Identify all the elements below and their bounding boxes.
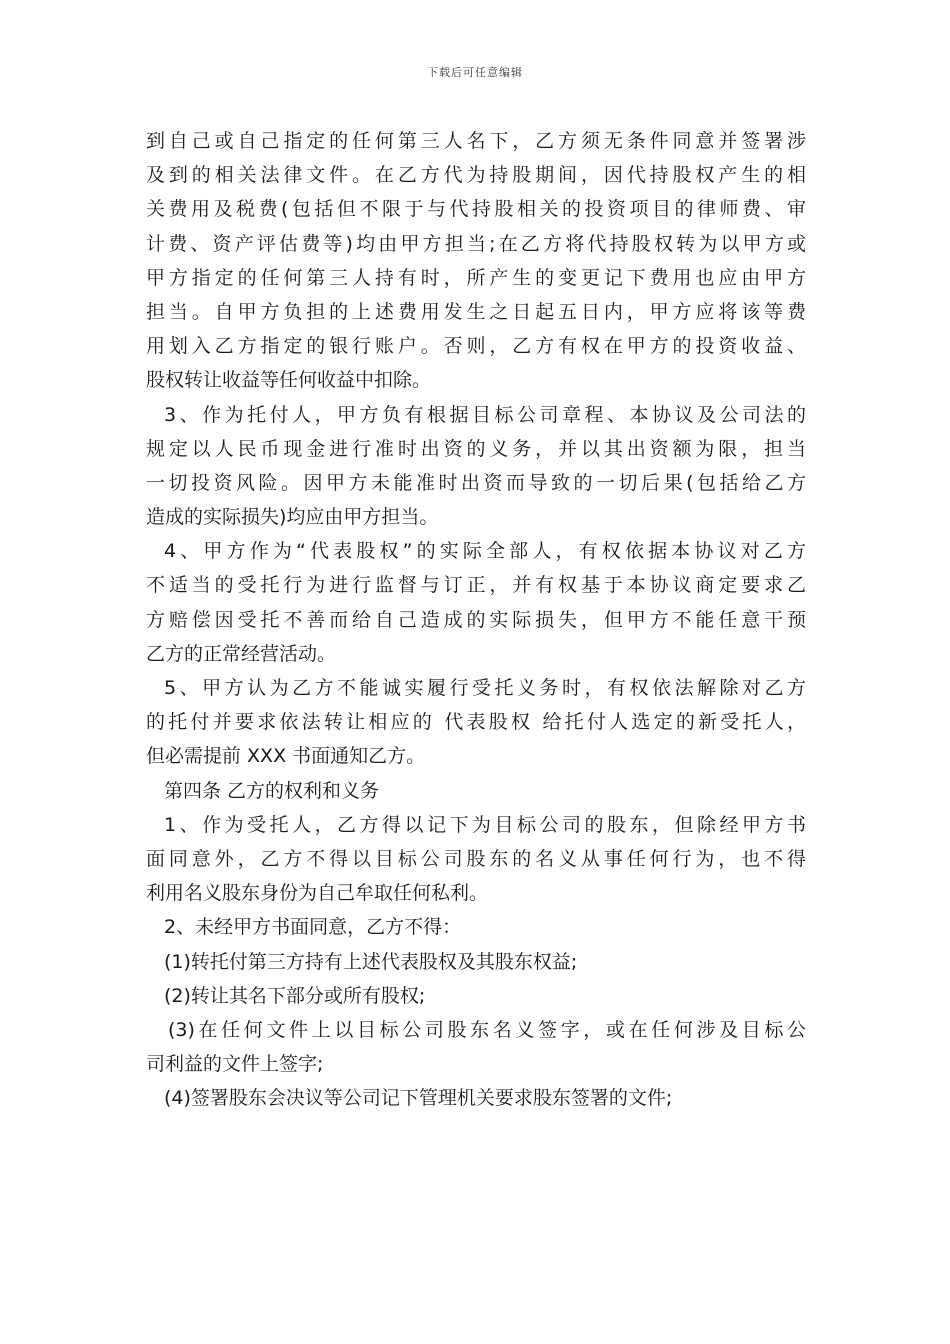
text-line: 第四条 乙方的权利和义务 <box>164 779 380 802</box>
text-line: 4、甲方作为“代表股权”的实际全部人，有权依据本协议对乙方 <box>164 540 806 563</box>
text-line: 2、未经甲方书面同意，乙方不得： <box>164 916 462 939</box>
text-line: 造成的实际损失)均应由甲方担当。 <box>146 506 439 529</box>
paragraph <box>146 1081 806 1115</box>
paragraph <box>146 979 806 1013</box>
text-line: 但必需提前 XXX 书面通知乙方。 <box>146 745 426 768</box>
paragraph <box>146 774 806 808</box>
text-line: 甲方指定的任何第三人持有时，所产生的变更记下费用也应由甲方 <box>146 266 806 289</box>
text-line: 一切投资风险。因甲方未能准时出资而导致的一切后果(包括给乙方 <box>146 471 806 494</box>
paragraph <box>146 1013 806 1081</box>
text-line: 到自己或自己指定的任何第三人名下，乙方须无条件同意并签署涉 <box>146 130 806 152</box>
text-line: 规定以人民币现金进行准时出资的义务，并以其出资额为限，担当 <box>146 437 806 460</box>
text-line: 乙方的正常经营活动。 <box>146 642 337 665</box>
text-line: 司利益的文件上签字; <box>146 1053 324 1076</box>
document-body <box>146 124 806 1115</box>
text-line: 利用名义股东身份为自己牟取任何私利。 <box>146 882 489 905</box>
paragraph <box>146 398 806 535</box>
paragraph <box>146 808 806 911</box>
text-line: (3)在任何文件上以目标公司股东名义签字，或在任何涉及目标公 <box>168 1018 806 1041</box>
text-line: 关费用及税费(包括但不限于与代持股相关的投资项目的律师费、审 <box>146 198 806 221</box>
text-line: 方赔偿因受托不善而给自己造成的实际损失，但甲方不能任意干预 <box>146 608 806 631</box>
text-line: 担当。自甲方负担的上述费用发生之日起五日内，甲方应将该等费 <box>146 300 806 323</box>
text-line: 计费、资产评估费等)均由甲方担当;在乙方将代持股权转为以甲方或 <box>146 232 806 255</box>
text-line: (1)转托付第三方持有上述代表股权及其股东权益; <box>164 950 578 973</box>
paragraph <box>146 910 806 944</box>
paragraph <box>146 534 806 671</box>
text-line: 面同意外，乙方不得以目标公司股东的名义从事任何行为，也不得 <box>146 847 806 870</box>
text-line: 用划入乙方指定的银行账户。否则，乙方有权在甲方的投资收益、 <box>146 335 806 358</box>
text-line: (2)转让其名下部分或所有股权; <box>164 984 426 1007</box>
text-line: (4)签署股东会决议等公司记下管理机关要求股东签署的文件; <box>164 1087 673 1110</box>
text-line: 股权转让收益等任何收益中扣除。 <box>146 369 432 392</box>
text-line: 1、作为受托人，乙方得以记下为目标公司的股东，但除经甲方书 <box>164 813 806 836</box>
text-line: 及到的相关法律文件。在乙方代为持股期间，因代持股权产生的相 <box>146 164 806 187</box>
page-header: 下载后可任意编辑 <box>427 66 523 79</box>
paragraph <box>146 945 806 979</box>
paragraph <box>146 671 806 774</box>
paragraph <box>146 124 806 398</box>
text-line: 不适当的受托行为进行监督与订正，并有权基于本协议商定要求乙 <box>146 574 806 597</box>
text-line: 5、甲方认为乙方不能诚实履行受托义务时，有权依法解除对乙方 <box>164 677 806 699</box>
text-line: 3、作为托付人，甲方负有根据目标公司章程、本协议及公司法的 <box>164 403 806 426</box>
text-line: 的托付并要求依法转让相应的 代表股权 给托付人选定的新受托人， <box>146 711 806 734</box>
